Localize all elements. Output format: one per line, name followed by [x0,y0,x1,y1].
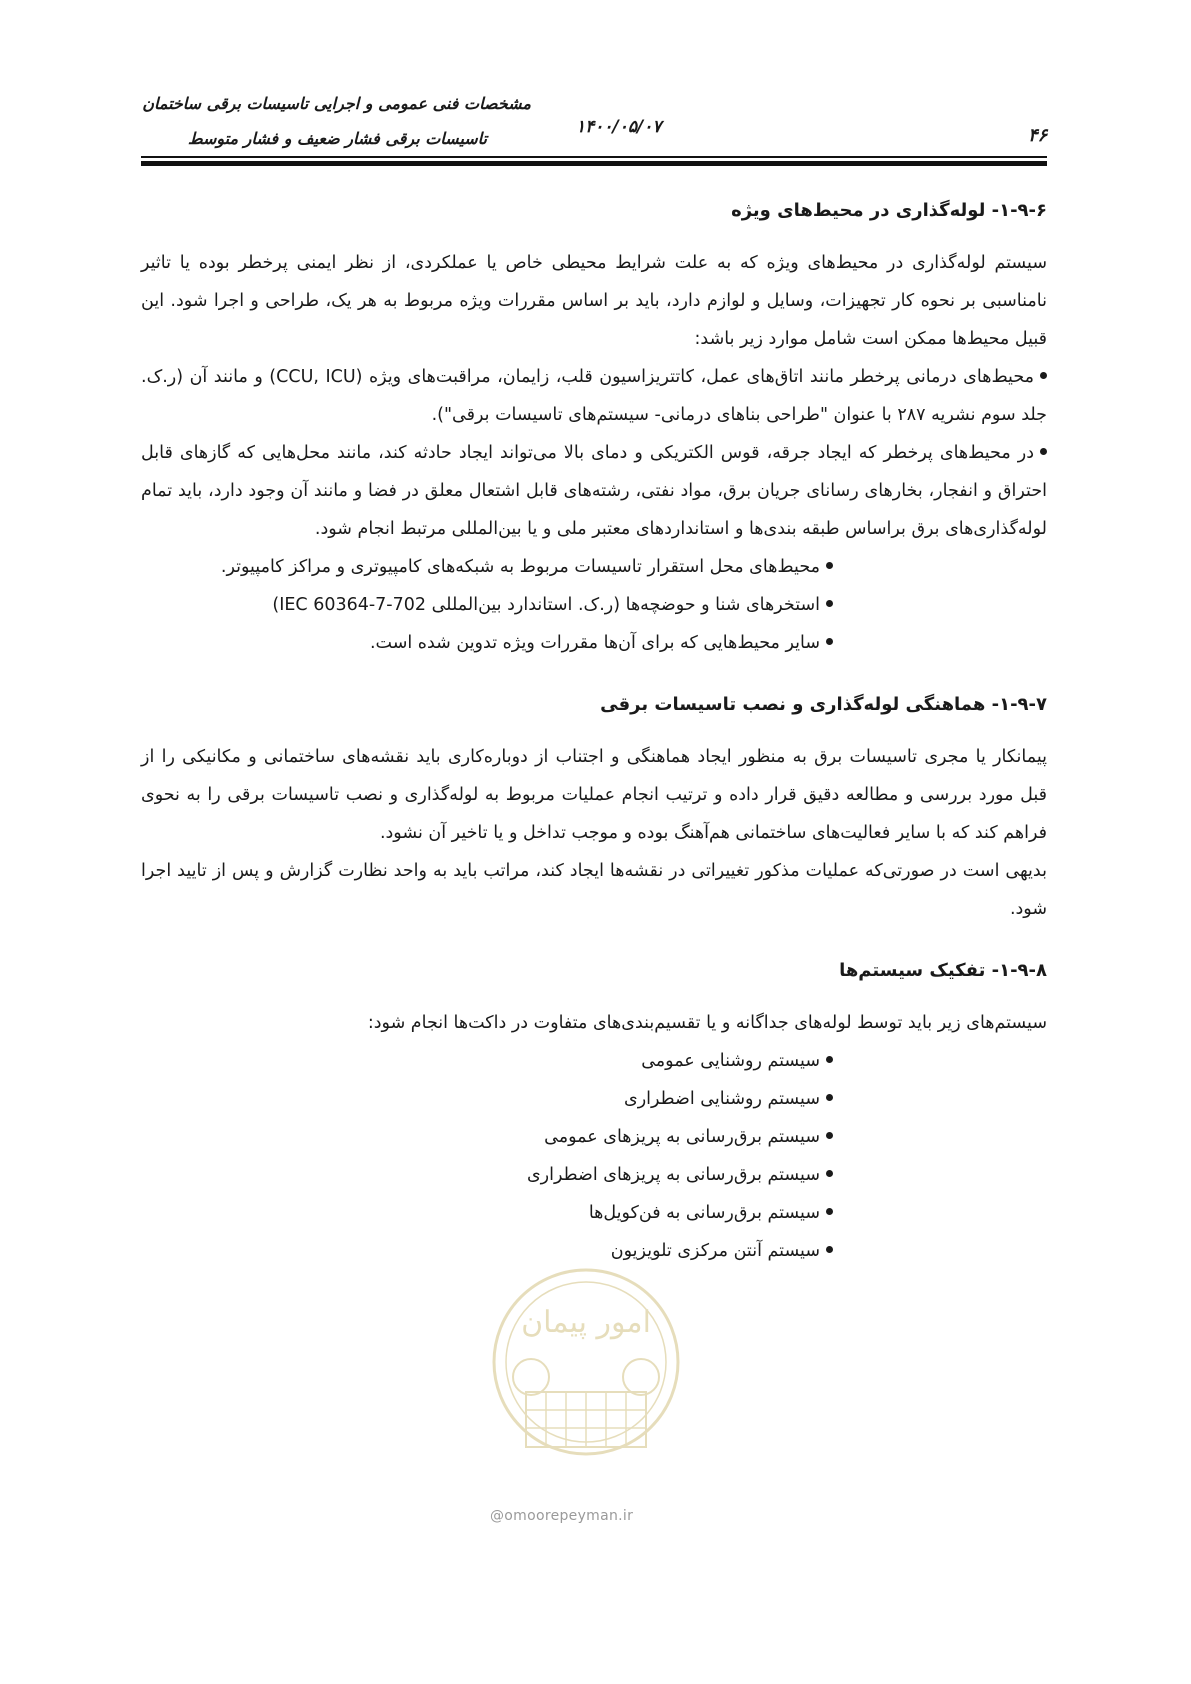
page-content [141,192,1047,1270]
list-item: محیط‌های درمانی پرخطر مانند اتاق‌های عمل، کاتتریزاسیون قلب، زایمان، مراقبت‌های ویژه (CCU, ICU) و مانند آن (ر.ک. جلد سوم نشریه ۲۸۷ با عنوان "طراحی بناهای درمانی- سیستم‌های تاسیسات برقی"). [141,367,1047,425]
list-item: سیستم برق‌رسانی به پریزهای اضطراری [141,1156,1047,1194]
list-item: سیستم برق‌رسانی به پریزهای عمومی [141,1118,1047,1156]
section2-paragraph2: بدیهی است در صورتی‌که عملیات مذکور تغییراتی در نقشه‌ها ایجاد کند، مراتب باید به واحد نظارت گزارش و پس از تایید اجرا شود. [141,861,1047,919]
section-title-coordination: ۱-۹-۷- هماهنگی لوله‌گذاری و نصب تاسیسات برقی [600,694,1047,715]
bullet-icon [826,1208,833,1215]
bullet-icon [826,1246,833,1253]
header-title-line2: تاسیسات برقی فشار ضعیف و فشار متوسط [187,129,487,148]
list-item: سیستم روشنایی اضطراری [141,1080,1047,1118]
bullet-icon [826,1170,833,1177]
special-environments-short-list [141,548,1047,662]
section2-paragraph1: پیمانکار یا مجری تاسیسات برق به منظور ایجاد هماهنگی و اجتناب از دوباره‌کاری باید نقشه‌های ساختمانی و مکانیکی را از قبل مورد بررسی و مطالعه دقیق قرار داده و ترتیب انجام عملیات مربوط به لوله‌گذاری و نصب تاسیسات برقی را به نحوی فراهم کند که با سایر فعالیت‌های ساختمانی هم‌آهنگ بوده و موجب تداخل و یا تاخیر آن نشود. [141,747,1047,843]
list-item: سیستم آنتن مرکزی تلویزیون [141,1232,1047,1270]
bullet-icon [826,562,833,569]
header-date: ۱۴۰۰/۰۵/۰۷ [576,117,662,137]
page-header [0,0,1191,170]
list-item: محیط‌های محل استقرار تاسیسات مربوط به شبکه‌های کامپیوتری و مراکز کامپیوتر. [141,548,1047,586]
header-rule-thin [141,156,1047,158]
systems-list [141,1042,1047,1270]
bullet-icon [826,638,833,645]
list-item: استخرهای شنا و حوضچه‌ها (ر.ک. استاندارد بین‌المللی IEC 60364-7-702) [141,586,1047,624]
list-item: سایر محیط‌هایی که برای آن‌ها مقررات ویژه تدوین شده است. [141,624,1047,662]
header-title-line1: مشخصات فنی عمومی و اجرایی تاسیسات برقی ساختمان [142,94,531,113]
page-number: ۴۶ [1028,125,1048,146]
section-title-system-separation: ۱-۹-۸- تفکیک سیستم‌ها [839,960,1047,981]
section3-intro: سیستم‌های زیر باید توسط لوله‌های جداگانه و یا تقسیم‌بندی‌های متفاوت در داکت‌ها انجام شود: [367,1013,1047,1033]
watermark-logo-icon [486,1262,686,1477]
section-title-special-environments: ۱-۹-۶- لوله‌گذاری در محیط‌های ویژه [731,200,1047,221]
section1-intro: سیستم لوله‌گذاری در محیط‌های ویژه که به علت شرایط محیطی خاص یا عملکردی، از نظر ایمنی پرخطر بوده یا تاثیر نامناسبی بر نحوه کار تجهیزات، وسایل و لوازم دارد، باید بر اساس مقررات ویژه مربوط به هر یک، طراحی و اجرا شود. این قبیل محیط‌ها ممکن است شامل موارد زیر باشد: [141,253,1047,349]
list-item: سیستم روشنایی عمومی [141,1042,1047,1080]
special-environments-list [141,358,1047,548]
bullet-icon [826,1132,833,1139]
header-rule-thick [141,161,1047,166]
list-item: در محیط‌های پرخطر که ایجاد جرقه، قوس الکتریکی و دمای بالا می‌تواند ایجاد حادثه کند، مانند محل‌هایی که گازهای قابل احتراق و انفجار، بخارهای رسانای جریان برق، مواد نفتی، رشته‌های قابل اشتعال معلق در فضا و مانند آن وجود دارد، باید تمام لوله‌گذاری‌های برق براساس طبقه بندی‌ها و استانداردهای معتبر ملی و یا بین‌المللی مرتبط انجام شود. [141,443,1047,539]
bullet-icon [826,600,833,607]
bullet-icon [1040,372,1047,379]
bullet-icon [826,1094,833,1101]
watermark-logo-text: امور پیمان [521,1305,651,1340]
watermark-url: @omoorepeyman.ir [490,1508,634,1524]
bullet-icon [1040,448,1047,455]
bullet-icon [826,1056,833,1063]
list-item: سیستم برق‌رسانی به فن‌کویل‌ها [141,1194,1047,1232]
